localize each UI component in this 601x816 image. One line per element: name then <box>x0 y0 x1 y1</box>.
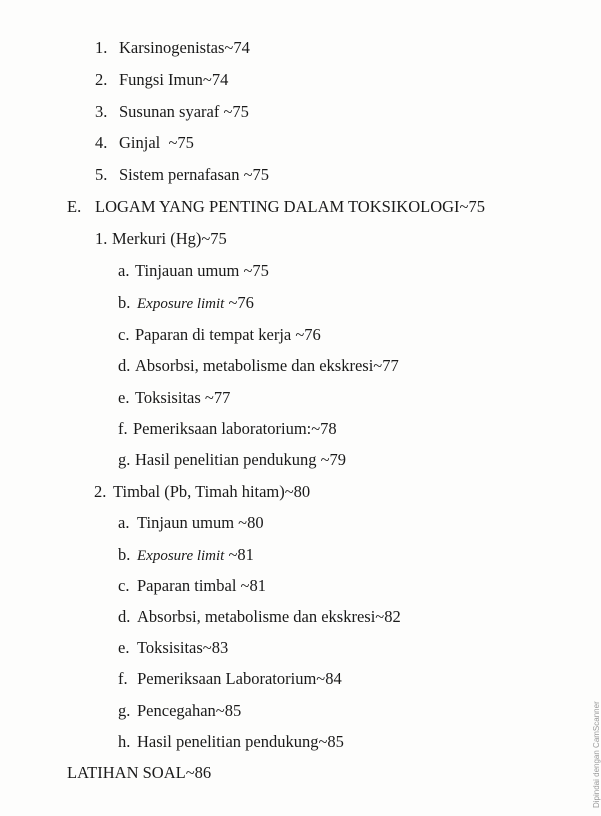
entry-marker: g. <box>118 450 131 469</box>
entry-marker: 1. <box>95 229 108 248</box>
toc-entry-merkuri-a <box>118 261 269 281</box>
camscanner-watermark <box>580 690 601 810</box>
entry-marker: d. <box>118 356 131 375</box>
entry-text: ~76 <box>224 293 254 312</box>
entry-text: Timbal (Pb, Timah hitam)~80 <box>113 482 311 501</box>
entry-marker: b. <box>118 545 131 564</box>
entry-text: Paparan di tempat kerja ~76 <box>135 325 321 344</box>
entry-text: Hasil penelitian pendukung~85 <box>137 732 344 751</box>
toc-entry-timbal-d <box>118 607 401 627</box>
entry-marker: e. <box>118 638 130 657</box>
entry-text: Sistem pernafasan ~75 <box>119 165 270 184</box>
entry-text: Absorbsi, metabolisme dan ekskresi~82 <box>137 607 401 626</box>
entry-marker: f. <box>118 419 128 438</box>
entry-marker: 3. <box>95 102 108 121</box>
entry-marker: 1. <box>95 38 108 57</box>
toc-entry-timbal-b <box>118 545 254 566</box>
entry-text: Pencegahan~85 <box>137 701 242 720</box>
entry-marker: 2. <box>95 70 108 89</box>
entry-marker: a. <box>118 261 130 280</box>
entry-marker: a. <box>118 513 130 532</box>
toc-entry-merkuri-d <box>118 356 399 376</box>
entry-text: Hasil penelitian pendukung ~79 <box>135 450 347 469</box>
toc-entry-karsinogenistas <box>95 38 250 58</box>
toc-entry-timbal-f <box>118 669 342 689</box>
entry-marker: 2. <box>94 482 107 501</box>
entry-marker: f. <box>118 669 128 688</box>
toc-entry-sistem-pernafasan <box>95 165 269 185</box>
entry-text: Pemeriksaan Laboratorium~84 <box>133 669 342 688</box>
watermark-text: Dipindai dengan CamScanner <box>592 701 601 808</box>
entry-text: Karsinogenistas~74 <box>119 38 250 57</box>
entry-text-italic: Exposure limit <box>137 296 225 312</box>
toc-entry-timbal-c <box>118 576 266 596</box>
entry-text: Ginjal ~75 <box>119 133 194 152</box>
toc-entry-merkuri-e <box>118 388 230 408</box>
entry-marker: g. <box>118 701 131 720</box>
entry-text: Paparan timbal ~81 <box>137 576 266 595</box>
entry-marker: c. <box>118 576 130 595</box>
entry-text: Merkuri (Hg)~75 <box>112 229 227 248</box>
entry-text: ~81 <box>224 545 254 564</box>
toc-entry-timbal <box>94 482 310 502</box>
entry-text: Susunan syaraf ~75 <box>119 102 249 121</box>
entry-marker: h. <box>118 732 131 751</box>
entry-text: Fungsi Imun~74 <box>119 70 229 89</box>
entry-text: Pemeriksaan laboratorium:~78 <box>133 419 337 438</box>
toc-entry-timbal-a <box>118 513 264 533</box>
toc-entry-timbal-h <box>118 732 344 752</box>
toc-entry-ginjal <box>95 133 194 153</box>
toc-entry-merkuri-f <box>118 419 337 439</box>
entry-text: Toksisitas~83 <box>137 638 229 657</box>
toc-entry-merkuri-g <box>118 450 346 470</box>
toc-entry-merkuri-c <box>118 325 321 345</box>
entry-text-italic: Exposure limit <box>137 548 225 564</box>
toc-entry-merkuri-b <box>118 293 254 314</box>
entry-marker: e. <box>118 388 130 407</box>
entry-text: Tinjauan umum ~75 <box>135 261 269 280</box>
entry-marker: b. <box>118 293 131 312</box>
entry-marker: 4. <box>95 133 108 152</box>
entry-marker: d. <box>118 607 131 626</box>
toc-entry-latihan-soal: LATIHAN SOAL~86 <box>67 763 212 782</box>
toc-entry-timbal-e <box>118 638 228 658</box>
toc-entry-fungsi-imun <box>95 70 228 90</box>
entry-marker: E. <box>67 197 82 216</box>
toc-entry-timbal-g <box>118 701 241 721</box>
entry-text: LOGAM YANG PENTING DALAM TOKSIKOLOGI~75 <box>95 197 485 216</box>
toc-entry-merkuri <box>95 229 227 249</box>
entry-text: Absorbsi, metabolisme dan ekskresi~77 <box>135 356 399 375</box>
entry-marker: c. <box>118 325 130 344</box>
entry-marker: 5. <box>95 165 108 184</box>
toc-entry-susunan-syaraf <box>95 102 249 122</box>
toc-section-e-logam <box>67 197 485 217</box>
entry-text: Tinjaun umum ~80 <box>137 513 264 532</box>
entry-text: Toksisitas ~77 <box>135 388 231 407</box>
